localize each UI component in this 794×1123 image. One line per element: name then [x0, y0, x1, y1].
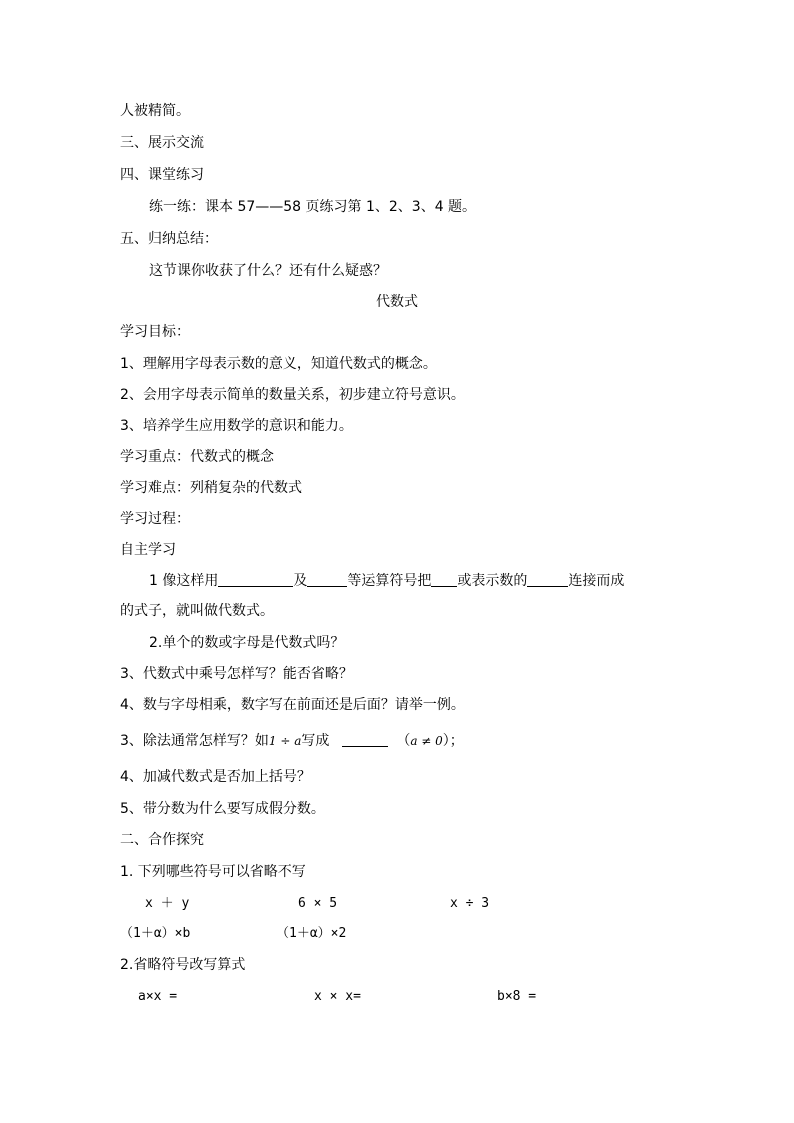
expression-6-times-5: 6 × 5: [298, 896, 338, 911]
question-1-continuation: 的式子，就叫做代数式。: [120, 603, 274, 619]
answer-blank-3[interactable]: [431, 572, 457, 587]
expression-1-plus-alpha-times-b: （1＋α）×b: [120, 926, 191, 941]
nonzero-condition: a ≠ 0: [410, 734, 443, 748]
practice-text: 练一练：课本 57——58 页练习第 1、2、3、4 题。: [149, 199, 477, 215]
page-title: 代数式: [376, 294, 418, 310]
goal-3: 3、培养学生应用数学的意识和能力。: [120, 418, 353, 434]
answer-blank-2[interactable]: [307, 572, 347, 587]
exercise-1-prompt: 1. 下列哪些符号可以省略不写: [120, 864, 306, 880]
exercise-2-prompt: 2.省略符号改写算式: [120, 957, 246, 973]
question-1-part-b: 及: [293, 573, 308, 589]
question-1-part-c: 等运算符号把: [347, 573, 432, 589]
difficulty-point: 学习难点：列稍复杂的代数式: [120, 480, 302, 496]
goal-1: 1、理解用字母表示数的意义，知道代数式的概念。: [120, 356, 437, 372]
summary-question: 这节课你收获了什么？还有什么疑惑？: [149, 263, 387, 279]
condition-open: （: [396, 733, 411, 749]
section-summary: 五、归纳总结：: [120, 231, 218, 247]
question-1: [149, 571, 624, 591]
question-1-part-e: 连接而成: [568, 573, 625, 589]
rewrite-b-times-8: b×8 =: [497, 989, 537, 1004]
question-2: 2.单个的数或字母是代数式吗？: [149, 635, 345, 651]
section-class-practice: 四、课堂练习: [120, 167, 204, 183]
answer-blank-1[interactable]: [218, 572, 293, 587]
expression-x-plus-y: x ＋ y: [145, 896, 190, 911]
division-expression: 1 ÷ a: [268, 734, 302, 748]
answer-blank-4[interactable]: [527, 572, 568, 587]
question-5: [120, 731, 464, 751]
key-point: 学习重点：代数式的概念: [120, 449, 274, 465]
goals-heading: 学习目标：: [120, 324, 190, 340]
goal-2: 2、会用字母表示简单的数量关系，初步建立符号意识。: [120, 387, 465, 403]
question-5-part-b: 写成: [301, 733, 330, 749]
rewrite-a-times-x: a×x =: [138, 989, 178, 1004]
process-heading: 学习过程：: [120, 511, 190, 527]
rewrite-x-times-x: x × x=: [314, 989, 361, 1004]
section-cooperative-inquiry: 二、合作探究: [120, 832, 204, 848]
question-7: 5、带分数为什么要写成假分数。: [120, 801, 325, 817]
condition-close: ）；: [442, 733, 464, 749]
section-display-exchange: 三、展示交流: [120, 135, 204, 151]
question-1-part-a: 1 像这样用: [149, 573, 219, 589]
self-study-heading: 自主学习: [120, 542, 176, 558]
question-6: 4、加减代数式是否加上括号？: [120, 769, 311, 785]
question-5-part-a: 3、除法通常怎样写？如: [120, 733, 269, 749]
question-3: 3、代数式中乘号怎样写？能否省略？: [120, 666, 353, 682]
question-4: 4、数与字母相乘，数字写在前面还是后面？请举一例。: [120, 697, 465, 713]
expression-1-plus-alpha-times-2: （1＋α）×2: [276, 926, 347, 941]
line-intro: 人被精简。: [120, 103, 190, 119]
answer-blank-5[interactable]: [342, 732, 388, 747]
question-1-part-d: 或表示数的: [457, 573, 528, 589]
expression-x-div-3: x ÷ 3: [450, 896, 490, 911]
